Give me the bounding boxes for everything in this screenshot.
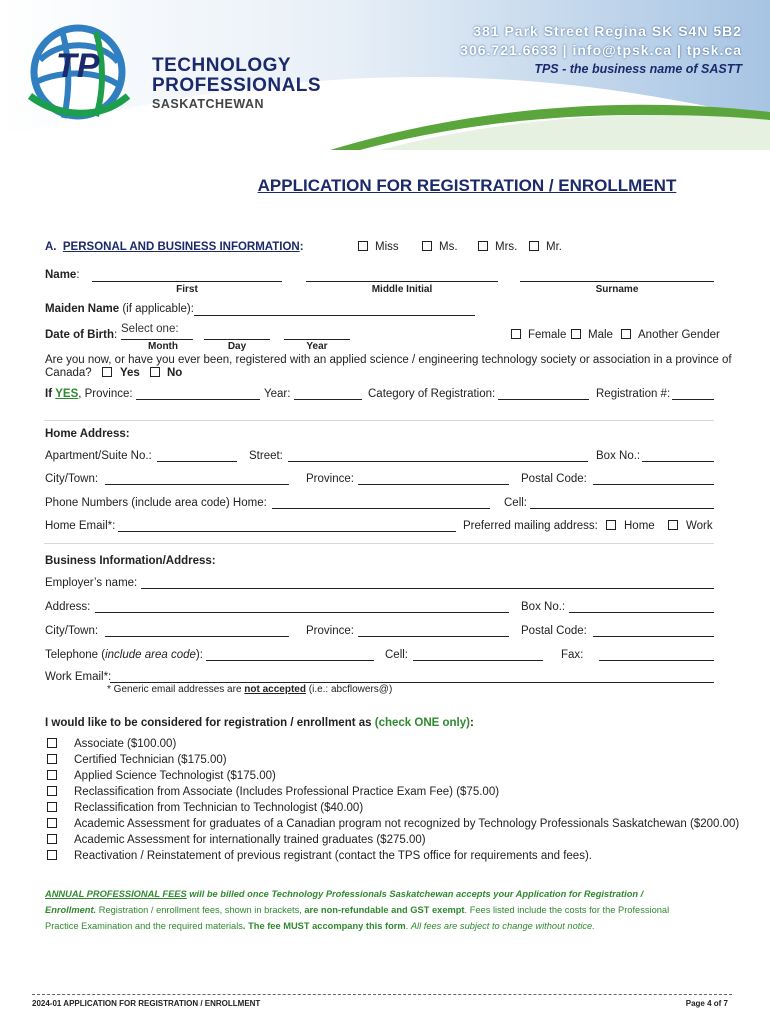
dob-year-caption: Year	[306, 341, 328, 352]
maiden-name-label: Maiden Name (if applicable):	[45, 303, 194, 315]
dob-month-field[interactable]	[121, 339, 193, 340]
miss-label: Miss	[375, 241, 399, 253]
prev-registration-field[interactable]	[672, 399, 714, 400]
home-city-label: City/Town:	[45, 473, 99, 485]
business-fax-label: Fax:	[561, 649, 584, 661]
dob-day-caption: Day	[227, 341, 247, 352]
mrs-label: Mrs.	[495, 241, 518, 253]
logo-line-technology: TECHNOLOGY	[152, 55, 292, 76]
mr-checkbox[interactable]	[529, 241, 539, 251]
logo-line-professionals: PROFESSIONALS	[152, 75, 322, 96]
ms-checkbox[interactable]	[422, 241, 432, 251]
business-box-label: Box No.:	[521, 601, 566, 613]
home-province-label: Province:	[306, 473, 354, 485]
home-apt-field[interactable]	[157, 461, 237, 462]
business-telephone-label: Telephone (include area code):	[45, 649, 203, 661]
dob-month-caption: Month	[148, 341, 178, 352]
category-heading: I would like to be considered for registration / enrollment as (check ONE only):	[45, 717, 474, 729]
middle-initial-field[interactable]	[306, 281, 498, 282]
first-name-field[interactable]	[92, 281, 282, 282]
if-yes-province-label: If YES, Province:	[45, 388, 133, 400]
mailing-home-checkbox[interactable]	[606, 520, 616, 530]
work-email-field[interactable]	[110, 682, 714, 683]
business-cell-field[interactable]	[413, 660, 543, 661]
mailing-work-label: Work	[686, 520, 713, 532]
home-postal-field[interactable]	[593, 484, 714, 485]
dob-label: Date of Birth:	[45, 329, 118, 341]
business-province-label: Province:	[306, 625, 354, 637]
home-city-field[interactable]	[105, 484, 289, 485]
registered-yes-checkbox[interactable]	[102, 367, 112, 377]
logo-mark: TP	[56, 47, 100, 85]
section-divider	[44, 543, 714, 544]
home-cell-label: Cell:	[504, 497, 528, 509]
registered-no-label: No	[167, 367, 183, 379]
middle-initial-caption: Middle Initial	[371, 284, 433, 295]
business-heading: Business Information/Address:	[45, 555, 216, 567]
category-option-label: Reactivation / Reinstatement of previous registrant (contact the TPS office for requirements and fees).	[74, 850, 592, 862]
business-city-label: City/Town:	[45, 625, 99, 637]
prev-category-field[interactable]	[498, 399, 589, 400]
employer-label: Employer’s name:	[45, 577, 138, 589]
prev-province-field[interactable]	[136, 399, 260, 400]
male-label: Male	[588, 329, 613, 341]
business-postal-label: Postal Code:	[521, 625, 587, 637]
home-street-label: Street:	[249, 450, 283, 462]
female-checkbox[interactable]	[511, 329, 521, 339]
section-divider	[44, 420, 714, 421]
first-name-caption: First	[176, 284, 198, 295]
category-checkbox[interactable]	[47, 834, 57, 844]
header-address: 381 Park Street Regina SK S4N 5B2	[473, 23, 742, 39]
category-checkbox[interactable]	[47, 802, 57, 812]
home-apt-label: Apartment/Suite No.:	[45, 450, 152, 462]
mrs-checkbox[interactable]	[478, 241, 488, 251]
section-a-colon: :	[299, 241, 304, 253]
letterhead	[0, 0, 770, 150]
business-fax-field[interactable]	[599, 660, 714, 661]
male-checkbox[interactable]	[571, 329, 581, 339]
category-checkbox[interactable]	[47, 818, 57, 828]
miss-checkbox[interactable]	[358, 241, 368, 251]
home-postal-label: Postal Code:	[521, 473, 587, 485]
header-contact: 306.721.6633 | info@tpsk.ca | tpsk.ca	[460, 42, 742, 58]
category-option-label: Reclassification from Technician to Technologist ($40.00)	[74, 802, 364, 814]
dob-month-select[interactable]: Select one:	[121, 323, 179, 335]
dob-year-field[interactable]	[284, 339, 350, 340]
category-checkbox[interactable]	[47, 850, 57, 860]
employer-field[interactable]	[141, 588, 714, 589]
category-checkbox[interactable]	[47, 738, 57, 748]
prev-category-label: Category of Registration:	[368, 388, 496, 400]
business-telephone-field[interactable]	[206, 660, 374, 661]
page-title: APPLICATION FOR REGISTRATION / ENROLLMENT	[257, 176, 677, 195]
home-email-field[interactable]	[118, 531, 456, 532]
prev-year-label: Year:	[264, 388, 291, 400]
work-email-label: Work Email*:	[45, 671, 112, 683]
surname-caption: Surname	[595, 284, 639, 295]
maiden-name-field[interactable]	[194, 315, 475, 316]
home-province-field[interactable]	[358, 484, 509, 485]
surname-field[interactable]	[520, 281, 714, 282]
ms-label: Ms.	[439, 241, 458, 253]
home-phone-label: Phone Numbers (include area code) Home:	[45, 497, 267, 509]
prev-registration-label: Registration #:	[596, 388, 671, 400]
another-gender-checkbox[interactable]	[621, 329, 631, 339]
business-box-field[interactable]	[569, 612, 714, 613]
name-label: Name:	[45, 269, 80, 281]
home-cell-field[interactable]	[530, 508, 714, 509]
home-phone-field[interactable]	[272, 508, 490, 509]
footer-page-number: Page 4 of 7	[685, 999, 728, 1008]
home-box-label: Box No.:	[596, 450, 641, 462]
header-tagline: TPS - the business name of SASTT	[534, 62, 742, 76]
footer-form-id: 2024-01 APPLICATION FOR REGISTRATION / ENROLLMENT	[32, 999, 261, 1008]
registered-question-line2: Canada?	[45, 367, 92, 379]
female-label: Female	[528, 329, 567, 341]
category-checkbox[interactable]	[47, 754, 57, 764]
business-address-label: Address:	[45, 601, 91, 613]
home-address-heading: Home Address:	[45, 428, 130, 440]
mailing-work-checkbox[interactable]	[668, 520, 678, 530]
category-option-label: Applied Science Technologist ($175.00)	[74, 770, 276, 782]
footer-rule	[32, 994, 732, 995]
registered-yes-label: Yes	[120, 367, 140, 379]
registered-no-checkbox[interactable]	[150, 367, 160, 377]
business-city-field[interactable]	[105, 636, 289, 637]
category-option-label: Reclassification from Associate (Includes Professional Practice Exam Fee) ($75.00)	[74, 786, 500, 798]
category-option-label: Certified Technician ($175.00)	[74, 754, 227, 766]
business-province-field[interactable]	[358, 636, 509, 637]
fees-note: ANNUAL PROFESSIONAL FEES will be billed once Technology Professionals Saskatchewan accepts your Application for Registration / Enrollment. Registration / enrollment fees, shown in brackets, are non-refundable and GST exempt. Fees listed include the costs for the Professional Practice Examination and the required materials. The fee MUST accompany this form. All fees are subject to change without notice.	[45, 889, 670, 931]
preferred-mailing-label: Preferred mailing address:	[463, 520, 598, 532]
business-postal-field[interactable]	[593, 636, 714, 637]
another-gender-label: Another Gender	[638, 329, 720, 341]
logo-line-saskatchewan: SASKATCHEWAN	[152, 97, 265, 111]
category-option-label: Academic Assessment for internationally trained graduates ($275.00)	[74, 834, 426, 846]
business-cell-label: Cell:	[385, 649, 409, 661]
home-email-label: Home Email*:	[45, 520, 116, 532]
home-box-field[interactable]	[642, 461, 714, 462]
registered-question-line1: Are you now, or have you ever been, registered with an applied science / engineering technology society or association in a province of	[45, 354, 732, 366]
home-street-field[interactable]	[288, 461, 588, 462]
section-a-prefix: A.	[45, 241, 57, 253]
dob-day-field[interactable]	[204, 339, 270, 340]
mr-label: Mr.	[546, 241, 562, 253]
mailing-home-label: Home	[624, 520, 655, 532]
section-a-heading	[45, 240, 304, 254]
prev-year-field[interactable]	[294, 399, 362, 400]
business-address-field[interactable]	[95, 612, 509, 613]
generic-email-note: * Generic email addresses are not accepted (i.e.: abcflowers@)	[107, 684, 393, 695]
category-option-label: Associate ($100.00)	[74, 738, 177, 750]
category-checkbox[interactable]	[47, 786, 57, 796]
section-a-title: PERSONAL AND BUSINESS INFORMATION	[62, 241, 300, 253]
category-option-label: Academic Assessment for graduates of a Canadian program not recognized by Technology Professionals Saskatchewan ($200.00)	[74, 818, 740, 830]
category-checkbox[interactable]	[47, 770, 57, 780]
